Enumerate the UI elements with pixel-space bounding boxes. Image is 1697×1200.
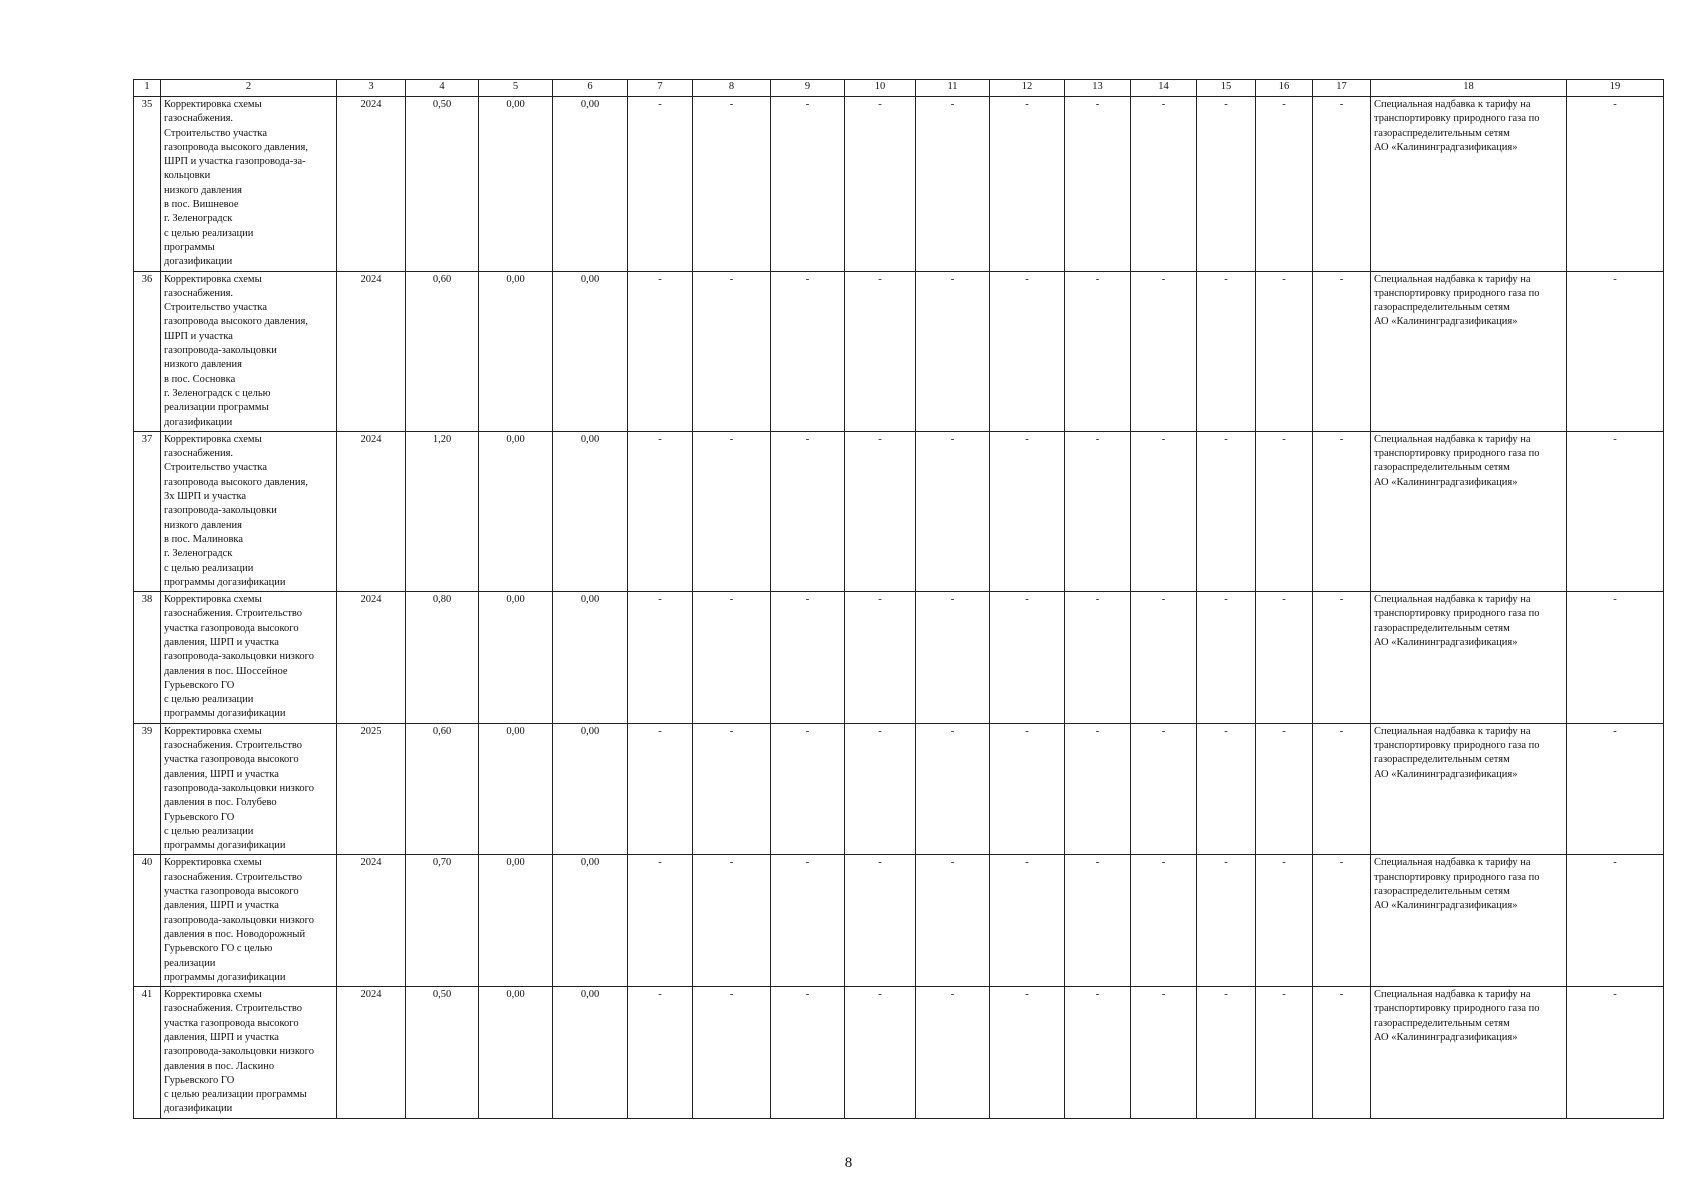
dash-cell: - [1065,592,1131,724]
dash-cell: - [1197,592,1256,724]
dash-cell: - [845,987,916,1119]
dash-cell: - [1313,97,1371,272]
year-cell: 2025 [337,723,406,855]
year-cell: 2024 [337,97,406,272]
row-number: 35 [134,97,161,272]
dash-cell: - [1313,592,1371,724]
project-name: Корректировка схемы газоснабжения. Строительство участка газопровода высокого давления, ШРП и участка газопровода-за- кольцовки низкого давления в пос. Вишневое г. Зеленоградск с целью реализации программы догазификации [161,97,337,272]
col-header: 11 [916,80,990,97]
dash-cell: - [1313,987,1371,1119]
dash-cell: - [1065,987,1131,1119]
dash-cell: - [1313,723,1371,855]
dash-cell: - [990,855,1065,987]
dash-cell: - [628,271,693,431]
dash-cell: - [845,431,916,591]
dash-cell: - [628,987,693,1119]
table-row [134,723,1664,855]
value-cell: 0,00 [553,97,628,272]
funding-source: Специальная надбавка к тарифу на транспортировку природного газа по газораспределительным сетям АО «Калининградгазификация» [1371,97,1567,272]
dash-cell: - [990,271,1065,431]
value-cell: 0,00 [479,97,553,272]
page-number: 8 [844,1155,853,1171]
col-header: 5 [479,80,553,97]
dash-cell: - [1256,723,1313,855]
dash-cell: - [1131,271,1197,431]
value-cell: 0,00 [553,431,628,591]
value-cell: 0,60 [406,271,479,431]
header-row [134,80,1664,97]
value-cell: 0,00 [553,723,628,855]
dash-cell: - [845,855,916,987]
dash-cell: - [1256,855,1313,987]
dash-cell: - [990,723,1065,855]
dash-cell: - [990,97,1065,272]
value-cell: 0,70 [406,855,479,987]
value-cell: 0,00 [553,592,628,724]
funding-source: Специальная надбавка к тарифу на транспортировку природного газа по газораспределительным сетям АО «Калининградгазификация» [1371,723,1567,855]
dash-cell: - [1131,431,1197,591]
col-header: 9 [771,80,845,97]
data-table [133,79,1664,1119]
funding-source: Специальная надбавка к тарифу на транспортировку природного газа по газораспределительным сетям АО «Калининградгазификация» [1371,271,1567,431]
dash-cell: - [693,271,771,431]
value-cell: 0,50 [406,987,479,1119]
dash-cell: - [693,97,771,272]
col-header: 2 [161,80,337,97]
col-header: 19 [1567,80,1664,97]
col-header: 13 [1065,80,1131,97]
dash-cell: - [693,592,771,724]
dash-cell: - [916,987,990,1119]
dash-cell: - [845,723,916,855]
dash-cell: - [1131,987,1197,1119]
dash-cell: - [1197,987,1256,1119]
dash-cell: - [1065,431,1131,591]
dash-cell: - [990,987,1065,1119]
project-name: Корректировка схемы газоснабжения. Строительство участка газопровода высокого давления, 3х ШРП и участка газопровода-закольцовки низкого давления в пос. Малиновка г. Зеленоградск с целью реализации программы догазификации [161,431,337,591]
table-row [134,271,1664,431]
dash-cell: - [1131,723,1197,855]
dash-cell: - [916,592,990,724]
value-cell: 0,00 [479,592,553,724]
row-number: 37 [134,431,161,591]
dash-cell: - [1567,97,1664,272]
project-name: Корректировка схемы газоснабжения. Строительство участка газопровода высокого давления, ШРП и участка газопровода-закольцовки низкого давления в пос. Новодорожный Гурьевского ГО с целью реализации программы догазификации [161,855,337,987]
col-header: 4 [406,80,479,97]
dash-cell: - [1256,592,1313,724]
dash-cell: - [1567,271,1664,431]
dash-cell: - [771,271,845,431]
table-row [134,97,1664,272]
dash-cell: - [1256,97,1313,272]
dash-cell: - [1197,723,1256,855]
dash-cell: - [990,592,1065,724]
dash-cell: - [1197,431,1256,591]
table-row [134,987,1664,1119]
col-header: 6 [553,80,628,97]
year-cell: 2024 [337,431,406,591]
dash-cell: - [1313,431,1371,591]
dash-cell: - [1313,855,1371,987]
dash-cell: - [1567,987,1664,1119]
project-name: Корректировка схемы газоснабжения. Строительство участка газопровода высокого давления, ШРП и участка газопровода-закольцовки низкого давления в пос. Шоссейное Гурьевского ГО с целью реализации программы догазификации [161,592,337,724]
table-row [134,431,1664,591]
dash-cell: - [1256,271,1313,431]
table-row [134,592,1664,724]
dash-cell: - [771,431,845,591]
dash-cell: - [1567,431,1664,591]
value-cell: 1,20 [406,431,479,591]
funding-source: Специальная надбавка к тарифу на транспортировку природного газа по газораспределительным сетям АО «Калининградгазификация» [1371,987,1567,1119]
col-header: 16 [1256,80,1313,97]
project-name: Корректировка схемы газоснабжения. Строительство участка газопровода высокого давления, ШРП и участка газопровода-закольцовки низкого давления в пос. Ласкино Гурьевского ГО с целью реализации программы догазификации [161,987,337,1119]
dash-cell: - [1256,987,1313,1119]
dash-cell: - [1131,855,1197,987]
year-cell: 2024 [337,271,406,431]
dash-cell: - [628,592,693,724]
year-cell: 2024 [337,855,406,987]
col-header: 18 [1371,80,1567,97]
dash-cell: - [1567,855,1664,987]
col-header: 3 [337,80,406,97]
col-header: 10 [845,80,916,97]
dash-cell: - [628,723,693,855]
dash-cell: - [845,592,916,724]
dash-cell: - [693,431,771,591]
dash-cell: - [771,723,845,855]
funding-source: Специальная надбавка к тарифу на транспортировку природного газа по газораспределительным сетям АО «Калининградгазификация» [1371,592,1567,724]
dash-cell: - [1065,97,1131,272]
table-row [134,855,1664,987]
dash-cell: - [916,97,990,272]
dash-cell: - [1197,97,1256,272]
dash-cell: - [1313,271,1371,431]
col-header: 15 [1197,80,1256,97]
dash-cell: - [1567,723,1664,855]
dash-cell: - [693,987,771,1119]
dash-cell: - [771,987,845,1119]
dash-cell: - [1065,723,1131,855]
table-body [134,97,1664,1119]
dash-cell: - [916,855,990,987]
value-cell: 0,60 [406,723,479,855]
row-number: 38 [134,592,161,724]
value-cell: 0,00 [479,723,553,855]
value-cell: 0,00 [479,855,553,987]
dash-cell: - [1131,97,1197,272]
dash-cell: - [916,431,990,591]
col-header: 17 [1313,80,1371,97]
value-cell: 0,00 [553,987,628,1119]
col-header: 8 [693,80,771,97]
value-cell: 0,50 [406,97,479,272]
dash-cell: - [628,97,693,272]
dash-cell: - [1065,271,1131,431]
value-cell: 0,00 [479,987,553,1119]
row-number: 36 [134,271,161,431]
dash-cell: - [1567,592,1664,724]
dash-cell: - [1197,271,1256,431]
dash-cell: - [693,855,771,987]
project-name: Корректировка схемы газоснабжения. Строительство участка газопровода высокого давления, ШРП и участка газопровода-закольцовки низкого давления в пос. Сосновка г. Зеленоградск с целью реализации программы догазификации [161,271,337,431]
project-name: Корректировка схемы газоснабжения. Строительство участка газопровода высокого давления, ШРП и участка газопровода-закольцовки низкого давления в пос. Голубево Гурьевского ГО с целью реализации программы догазификации [161,723,337,855]
dash-cell: - [771,592,845,724]
value-cell: 0,00 [479,431,553,591]
row-number: 39 [134,723,161,855]
row-number: 41 [134,987,161,1119]
dash-cell: - [845,97,916,272]
dash-cell: - [845,271,916,431]
dash-cell: - [771,97,845,272]
value-cell: 0,80 [406,592,479,724]
dash-cell: - [771,855,845,987]
dash-cell: - [628,855,693,987]
col-header: 14 [1131,80,1197,97]
col-header: 12 [990,80,1065,97]
dash-cell: - [1131,592,1197,724]
row-number: 40 [134,855,161,987]
dash-cell: - [1065,855,1131,987]
dash-cell: - [628,431,693,591]
col-header: 7 [628,80,693,97]
year-cell: 2024 [337,592,406,724]
dash-cell: - [916,271,990,431]
dash-cell: - [990,431,1065,591]
dash-cell: - [1197,855,1256,987]
year-cell: 2024 [337,987,406,1119]
value-cell: 0,00 [553,271,628,431]
funding-source: Специальная надбавка к тарифу на транспортировку природного газа по газораспределительным сетям АО «Калининградгазификация» [1371,431,1567,591]
value-cell: 0,00 [553,855,628,987]
dash-cell: - [916,723,990,855]
dash-cell: - [693,723,771,855]
dash-cell: - [1256,431,1313,591]
funding-source: Специальная надбавка к тарифу на транспортировку природного газа по газораспределительным сетям АО «Калининградгазификация» [1371,855,1567,987]
col-header: 1 [134,80,161,97]
value-cell: 0,00 [479,271,553,431]
